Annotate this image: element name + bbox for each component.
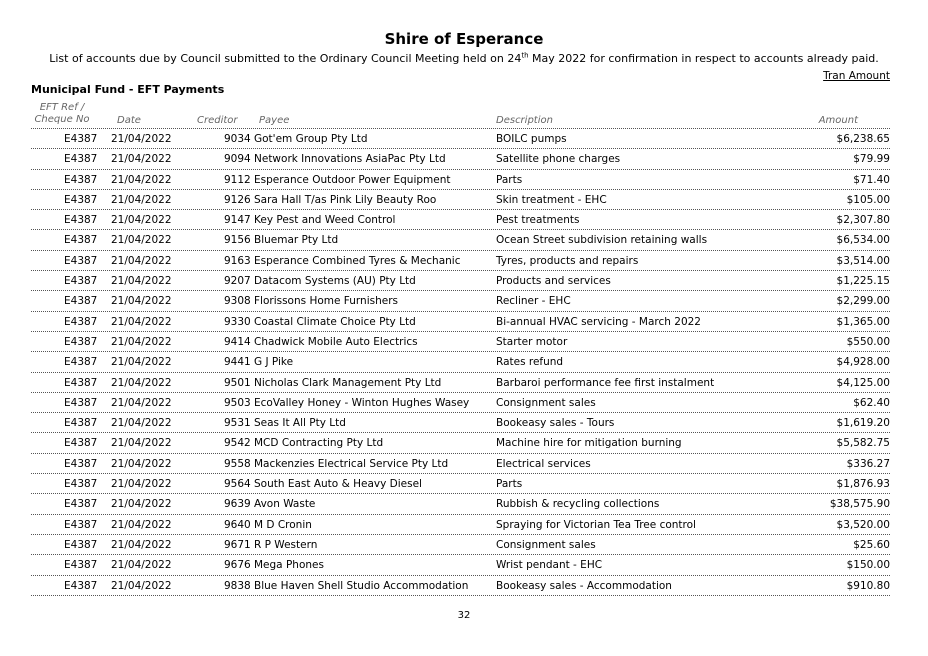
table-row (31, 454, 890, 474)
description-cell: Rates refund (496, 356, 564, 369)
creditor-cell: 9034 (224, 133, 251, 145)
creditor-cell: 9676 (224, 559, 251, 572)
amount-cell: $1,619.20 (836, 417, 890, 430)
ref-cell: E4387 (64, 437, 98, 450)
date-cell: 21/04/2022 (111, 275, 172, 288)
amount-cell: $910.80 (846, 579, 890, 592)
payee-cell: Avon Waste (254, 498, 316, 511)
ref-cell: E4387 (64, 579, 98, 592)
date-cell: 21/04/2022 (111, 356, 172, 369)
creditor-cell: 9640 (224, 518, 251, 531)
table-row (31, 433, 890, 453)
payee-cell: Mackenzies Electrical Service Pty Ltd (254, 457, 449, 470)
payee-cell: South East Auto & Heavy Diesel (254, 478, 422, 491)
description-cell: Wrist pendant - EHC (496, 559, 603, 572)
description-cell: Ocean Street subdivision retaining walls (496, 234, 708, 247)
creditor-cell: 9558 (224, 457, 251, 470)
table-row (31, 555, 890, 575)
description-cell: Machine hire for mitigation burning (496, 437, 682, 450)
page-title: Shire of Esperance (384, 30, 544, 48)
ref-cell: E4387 (64, 335, 98, 348)
table-row (31, 535, 890, 555)
subtitle-text: List of accounts due by Council submitted to the Ordinary Council Meeting held on 24 (49, 52, 522, 65)
column-header-ref (31, 102, 93, 126)
table-row (31, 170, 890, 190)
ref-cell: E4387 (64, 396, 98, 409)
date-cell: 21/04/2022 (111, 579, 172, 592)
amount-cell: $1,365.00 (836, 315, 890, 328)
description-cell: Spraying for Victorian Tea Tree control (496, 518, 696, 531)
ref-cell: E4387 (64, 538, 98, 551)
description-cell: Barbaroi performance fee first instalment (496, 376, 715, 389)
tran-amount-label: Tran Amount (823, 70, 890, 82)
description-cell: Satellite phone charges (496, 153, 621, 166)
amount-cell: $1,225.15 (836, 275, 890, 288)
description-cell: Electrical services (496, 457, 591, 470)
date-cell: 21/04/2022 (111, 193, 172, 206)
ref-cell: E4387 (64, 173, 98, 186)
creditor-cell: 9308 (224, 295, 251, 308)
ref-cell: E4387 (64, 133, 98, 145)
creditor-cell: 9639 (224, 498, 251, 511)
date-cell: 21/04/2022 (111, 254, 172, 267)
creditor-cell: 9501 (224, 376, 251, 389)
payee-cell: Nicholas Clark Management Pty Ltd (254, 376, 442, 389)
amount-cell: $6,238.65 (836, 133, 890, 145)
creditor-cell: 9503 (224, 396, 251, 409)
ref-cell: E4387 (64, 457, 98, 470)
amount-cell: $3,514.00 (836, 254, 890, 267)
table-row (31, 515, 890, 535)
date-cell: 21/04/2022 (111, 376, 172, 389)
description-cell: Bookeasy sales - Tours (496, 417, 615, 430)
table-row (31, 230, 890, 250)
table-row (31, 210, 890, 230)
description-cell: Skin treatment - EHC (496, 193, 607, 206)
table-row (31, 332, 890, 352)
payee-cell: Got'em Group Pty Ltd (254, 133, 368, 145)
payee-cell: Esperance Combined Tyres & Mechanic (254, 254, 461, 267)
amount-cell: $4,928.00 (836, 356, 890, 369)
description-cell: Tyres, products and repairs (496, 254, 639, 267)
payee-cell: EcoValley Honey - Winton Hughes Wasey (254, 396, 470, 409)
creditor-cell: 9126 (224, 193, 251, 206)
ref-cell: E4387 (64, 518, 98, 531)
payee-cell: M D Cronin (254, 518, 312, 531)
date-cell: 21/04/2022 (111, 457, 172, 470)
subtitle-ordinal: th (521, 51, 529, 60)
amount-cell: $38,575.90 (829, 498, 890, 511)
creditor-cell: 9564 (224, 478, 251, 491)
amount-cell: $62.40 (853, 396, 890, 409)
payee-cell: MCD Contracting Pty Ltd (254, 437, 384, 450)
payee-cell: Datacom Systems (AU) Pty Ltd (254, 275, 416, 288)
amount-cell: $2,299.00 (836, 295, 890, 308)
amount-cell: $79.99 (853, 153, 890, 166)
amount-cell: $105.00 (846, 193, 890, 206)
ref-cell: E4387 (64, 214, 98, 227)
payee-cell: Esperance Outdoor Power Equipment (254, 173, 451, 186)
date-cell: 21/04/2022 (111, 153, 172, 166)
payee-cell: Florissons Home Furnishers (254, 295, 398, 308)
creditor-cell: 9671 (224, 538, 251, 551)
date-cell: 21/04/2022 (111, 315, 172, 328)
amount-cell: $6,534.00 (836, 234, 890, 247)
date-cell: 21/04/2022 (111, 234, 172, 247)
creditor-cell: 9838 (224, 579, 251, 592)
ref-cell: E4387 (64, 315, 98, 328)
date-cell: 21/04/2022 (111, 478, 172, 491)
table-row (31, 190, 890, 210)
subtitle-text-end: May 2022 for confirmation in respect to accounts already paid. (528, 52, 879, 65)
creditor-cell: 9156 (224, 234, 251, 247)
ref-cell: E4387 (64, 254, 98, 267)
page-number: 32 (457, 610, 471, 621)
column-header-ref-line1: EFT Ref / (39, 102, 85, 113)
date-cell: 21/04/2022 (111, 335, 172, 348)
payee-cell: Seas It All Pty Ltd (254, 417, 346, 430)
column-header-amount: Amount (818, 115, 858, 126)
creditor-cell: 9330 (224, 315, 251, 328)
creditor-cell: 9163 (224, 254, 251, 267)
column-header-payee: Payee (259, 115, 290, 126)
ref-cell: E4387 (64, 478, 98, 491)
payee-cell: Network Innovations AsiaPac Pty Ltd (254, 153, 446, 166)
ref-cell: E4387 (64, 193, 98, 206)
ref-cell: E4387 (64, 559, 98, 572)
date-cell: 21/04/2022 (111, 214, 172, 227)
table-row (31, 291, 890, 311)
amount-cell: $3,520.00 (836, 518, 890, 531)
description-cell: Bookeasy sales - Accommodation (496, 579, 672, 592)
table-row (31, 373, 890, 393)
payee-cell: Blue Haven Shell Studio Accommodation (254, 579, 469, 592)
date-cell: 21/04/2022 (111, 396, 172, 409)
ref-cell: E4387 (64, 498, 98, 511)
payee-cell: Bluemar Pty Ltd (254, 234, 339, 247)
description-cell: Consignment sales (496, 538, 596, 551)
table-row (31, 494, 890, 514)
ref-cell: E4387 (64, 376, 98, 389)
payments-table (31, 100, 890, 596)
creditor-cell: 9094 (224, 153, 251, 166)
column-header-date: Date (117, 115, 141, 126)
table-row (31, 393, 890, 413)
description-cell: Starter motor (496, 335, 568, 348)
table-row (31, 576, 890, 596)
ref-cell: E4387 (64, 295, 98, 308)
ref-cell: E4387 (64, 417, 98, 430)
amount-cell: $71.40 (853, 173, 890, 186)
table-header (31, 100, 890, 129)
date-cell: 21/04/2022 (111, 538, 172, 551)
description-cell: Consignment sales (496, 396, 596, 409)
table-row (31, 312, 890, 332)
amount-cell: $336.27 (846, 457, 890, 470)
table-row (31, 129, 890, 149)
description-cell: Rubbish & recycling collections (496, 498, 660, 511)
column-header-ref-line2: Cheque No (34, 114, 90, 125)
table-row (31, 251, 890, 271)
amount-cell: $2,307.80 (836, 214, 890, 227)
payee-cell: Chadwick Mobile Auto Electrics (254, 335, 418, 348)
column-header-creditor: Creditor (197, 115, 238, 126)
creditor-cell: 9441 (224, 356, 251, 369)
payee-cell: R P Western (254, 538, 318, 551)
amount-cell: $1,876.93 (836, 478, 890, 491)
creditor-cell: 9414 (224, 335, 251, 348)
date-cell: 21/04/2022 (111, 498, 172, 511)
column-header-description: Description (496, 115, 553, 126)
table-row (31, 474, 890, 494)
creditor-cell: 9531 (224, 417, 251, 430)
date-cell: 21/04/2022 (111, 173, 172, 186)
date-cell: 21/04/2022 (111, 295, 172, 308)
ref-cell: E4387 (64, 153, 98, 166)
date-cell: 21/04/2022 (111, 133, 172, 145)
description-cell: Products and services (496, 275, 611, 288)
fund-title: Municipal Fund - EFT Payments (31, 83, 225, 96)
description-cell: Parts (496, 478, 523, 491)
report-subtitle (0, 52, 928, 65)
creditor-cell: 9112 (224, 173, 251, 186)
table-body (31, 129, 890, 596)
creditor-cell: 9207 (224, 275, 251, 288)
table-row (31, 352, 890, 372)
date-cell: 21/04/2022 (111, 559, 172, 572)
date-cell: 21/04/2022 (111, 518, 172, 531)
description-cell: Recliner - EHC (496, 295, 571, 308)
amount-cell: $4,125.00 (836, 376, 890, 389)
table-row (31, 413, 890, 433)
description-cell: Bi-annual HVAC servicing - March 2022 (496, 315, 701, 328)
amount-cell: $5,582.75 (836, 437, 890, 450)
description-cell: BOILC pumps (496, 133, 567, 145)
creditor-cell: 9542 (224, 437, 251, 450)
description-cell: Parts (496, 173, 523, 186)
date-cell: 21/04/2022 (111, 437, 172, 450)
table-row (31, 149, 890, 169)
date-cell: 21/04/2022 (111, 417, 172, 430)
amount-cell: $150.00 (846, 559, 890, 572)
ref-cell: E4387 (64, 356, 98, 369)
payee-cell: Mega Phones (254, 559, 324, 572)
payee-cell: Key Pest and Weed Control (254, 214, 396, 227)
amount-cell: $550.00 (846, 335, 890, 348)
payee-cell: Sara Hall T/as Pink Lily Beauty Roo (254, 193, 437, 206)
table-row (31, 271, 890, 291)
description-cell: Pest treatments (496, 214, 580, 227)
payee-cell: G J Pike (254, 356, 294, 369)
ref-cell: E4387 (64, 234, 98, 247)
creditor-cell: 9147 (224, 214, 251, 227)
ref-cell: E4387 (64, 275, 98, 288)
payee-cell: Coastal Climate Choice Pty Ltd (254, 315, 416, 328)
amount-cell: $25.60 (853, 538, 890, 551)
